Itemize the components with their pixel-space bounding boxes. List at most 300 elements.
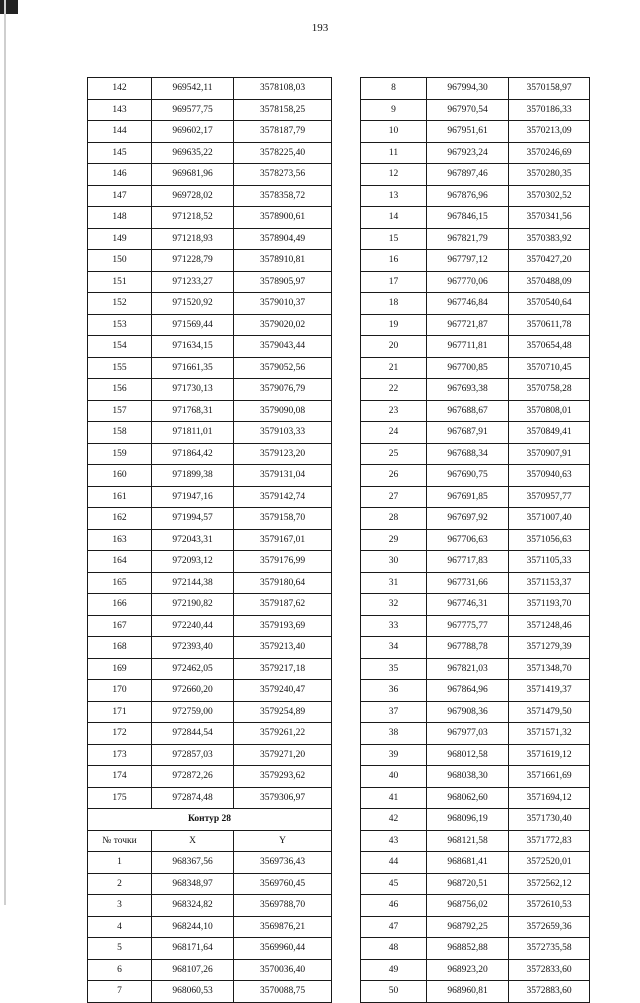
x-coordinate-cell: 968121,58	[427, 830, 509, 852]
table-row	[88, 615, 332, 637]
x-coordinate-cell: 972093,12	[152, 551, 234, 573]
y-coordinate-cell: 3572659,36	[509, 916, 590, 938]
table-row	[88, 551, 332, 573]
x-coordinate-cell: 971947,16	[152, 486, 234, 508]
point-number-cell: 174	[88, 766, 152, 788]
table-row	[361, 873, 590, 895]
point-number-cell: 11	[361, 142, 427, 164]
table-row	[361, 637, 590, 659]
table-row	[361, 529, 590, 551]
x-coordinate-cell: 967970,54	[427, 99, 509, 121]
table-row	[361, 293, 590, 315]
table-row	[361, 916, 590, 938]
y-coordinate-cell: 3570488,09	[509, 271, 590, 293]
point-number-cell: 22	[361, 379, 427, 401]
y-coordinate-cell: 3570036,40	[234, 959, 332, 981]
x-coordinate-cell: 971661,35	[152, 357, 234, 379]
table-row	[361, 422, 590, 444]
y-coordinate-cell: 3578358,72	[234, 185, 332, 207]
table-row	[88, 594, 332, 616]
x-coordinate-cell: 971218,52	[152, 207, 234, 229]
y-coordinate-cell: 3571619,12	[509, 744, 590, 766]
table-row	[361, 723, 590, 745]
table-row	[88, 142, 332, 164]
y-coordinate-cell: 3571153,37	[509, 572, 590, 594]
table-row	[361, 228, 590, 250]
x-coordinate-cell: 972759,00	[152, 701, 234, 723]
table-row	[88, 572, 332, 594]
table-row	[361, 78, 590, 100]
x-coordinate-cell: 968720,51	[427, 873, 509, 895]
y-coordinate-cell: 3579131,04	[234, 465, 332, 487]
y-coordinate-cell: 3570427,20	[509, 250, 590, 272]
table-row	[88, 121, 332, 143]
y-coordinate-cell: 3571348,70	[509, 658, 590, 680]
y-coordinate-cell: 3570158,97	[509, 78, 590, 100]
table-row	[88, 314, 332, 336]
point-number-cell: 147	[88, 185, 152, 207]
point-number-cell: 41	[361, 787, 427, 809]
table-row	[361, 572, 590, 594]
y-coordinate-cell: 3571419,37	[509, 680, 590, 702]
y-coordinate-cell: 3579261,22	[234, 723, 332, 745]
point-number-cell: 12	[361, 164, 427, 186]
x-coordinate-cell: 967687,91	[427, 422, 509, 444]
x-coordinate-cell: 967717,83	[427, 551, 509, 573]
x-coordinate-cell: 969577,75	[152, 99, 234, 121]
point-number-cell: 142	[88, 78, 152, 100]
point-number-header: № точки	[88, 830, 152, 852]
point-number-cell: 3	[88, 895, 152, 917]
table-row	[361, 142, 590, 164]
table-row	[88, 400, 332, 422]
table-row	[361, 981, 590, 1003]
y-coordinate-cell: 3579020,02	[234, 314, 332, 336]
x-coordinate-cell: 972874,48	[152, 787, 234, 809]
y-coordinate-cell: 3579176,99	[234, 551, 332, 573]
x-coordinate-cell: 967711,81	[427, 336, 509, 358]
y-coordinate-cell: 3579306,97	[234, 787, 332, 809]
y-coordinate-cell: 3579142,74	[234, 486, 332, 508]
y-coordinate-cell: 3571193,70	[509, 594, 590, 616]
x-coordinate-cell: 967721,87	[427, 314, 509, 336]
x-coordinate-cell: 971994,57	[152, 508, 234, 530]
point-number-cell: 26	[361, 465, 427, 487]
x-coordinate-cell: 972660,20	[152, 680, 234, 702]
table-row	[88, 443, 332, 465]
x-coordinate-cell: 971864,42	[152, 443, 234, 465]
point-number-cell: 48	[361, 938, 427, 960]
point-number-cell: 39	[361, 744, 427, 766]
y-coordinate-cell: 3569960,44	[234, 938, 332, 960]
point-number-cell: 156	[88, 379, 152, 401]
point-number-cell: 8	[361, 78, 427, 100]
point-number-cell: 149	[88, 228, 152, 250]
point-number-cell: 25	[361, 443, 427, 465]
point-number-cell: 148	[88, 207, 152, 229]
y-coordinate-cell: 3570940,63	[509, 465, 590, 487]
x-coordinate-cell: 967821,79	[427, 228, 509, 250]
x-coordinate-cell: 972844,54	[152, 723, 234, 745]
point-number-cell: 165	[88, 572, 152, 594]
table-row	[88, 701, 332, 723]
table-row	[88, 164, 332, 186]
point-number-cell: 169	[88, 658, 152, 680]
x-header: X	[152, 830, 234, 852]
table-row	[361, 852, 590, 874]
table-row	[88, 207, 332, 229]
table-row	[88, 228, 332, 250]
y-coordinate-cell: 3569788,70	[234, 895, 332, 917]
table-header-row	[88, 830, 332, 852]
point-number-cell: 144	[88, 121, 152, 143]
point-number-cell: 42	[361, 809, 427, 831]
table-row	[361, 486, 590, 508]
point-number-cell: 172	[88, 723, 152, 745]
x-coordinate-cell: 969602,17	[152, 121, 234, 143]
x-coordinate-cell: 968756,02	[427, 895, 509, 917]
point-number-cell: 38	[361, 723, 427, 745]
table-row	[361, 465, 590, 487]
point-number-cell: 47	[361, 916, 427, 938]
table-row	[88, 895, 332, 917]
point-number-cell: 17	[361, 271, 427, 293]
table-row	[361, 701, 590, 723]
x-coordinate-cell: 968038,30	[427, 766, 509, 788]
point-number-cell: 175	[88, 787, 152, 809]
table-row	[88, 916, 332, 938]
y-coordinate-cell: 3579010,37	[234, 293, 332, 315]
x-coordinate-cell: 971233,27	[152, 271, 234, 293]
point-number-cell: 9	[361, 99, 427, 121]
table-row	[88, 379, 332, 401]
x-coordinate-cell: 967977,03	[427, 723, 509, 745]
y-coordinate-cell: 3572735,58	[509, 938, 590, 960]
x-coordinate-cell: 972240,44	[152, 615, 234, 637]
x-coordinate-cell: 968244,10	[152, 916, 234, 938]
x-coordinate-cell: 968792,25	[427, 916, 509, 938]
table-row	[361, 658, 590, 680]
y-coordinate-cell: 3571248,46	[509, 615, 590, 637]
x-coordinate-cell: 968960,81	[427, 981, 509, 1003]
x-coordinate-cell: 968348,97	[152, 873, 234, 895]
x-coordinate-cell: 971228,79	[152, 250, 234, 272]
point-number-cell: 10	[361, 121, 427, 143]
point-number-cell: 157	[88, 400, 152, 422]
y-coordinate-cell: 3579293,62	[234, 766, 332, 788]
point-number-cell: 170	[88, 680, 152, 702]
contour-title: Контур 28	[88, 809, 332, 831]
y-coordinate-cell: 3579167,01	[234, 529, 332, 551]
point-number-cell: 13	[361, 185, 427, 207]
x-coordinate-cell: 967693,38	[427, 379, 509, 401]
point-number-cell: 6	[88, 959, 152, 981]
x-coordinate-cell: 967688,34	[427, 443, 509, 465]
point-number-cell: 152	[88, 293, 152, 315]
point-number-cell: 167	[88, 615, 152, 637]
point-number-cell: 40	[361, 766, 427, 788]
point-number-cell: 5	[88, 938, 152, 960]
x-coordinate-cell: 972872,26	[152, 766, 234, 788]
y-coordinate-cell: 3579217,18	[234, 658, 332, 680]
point-number-cell: 7	[88, 981, 152, 1003]
table-row	[88, 465, 332, 487]
y-coordinate-cell: 3571694,12	[509, 787, 590, 809]
x-coordinate-cell: 967688,67	[427, 400, 509, 422]
scan-edge-line	[4, 0, 6, 905]
y-coordinate-cell: 3571105,33	[509, 551, 590, 573]
y-coordinate-cell: 3572562,12	[509, 873, 590, 895]
y-coordinate-cell: 3569736,43	[234, 852, 332, 874]
x-coordinate-cell: 972190,82	[152, 594, 234, 616]
point-number-cell: 173	[88, 744, 152, 766]
table-row	[88, 723, 332, 745]
x-coordinate-cell: 972144,38	[152, 572, 234, 594]
table-row	[88, 99, 332, 121]
point-number-cell: 2	[88, 873, 152, 895]
y-header: Y	[234, 830, 332, 852]
x-coordinate-cell: 967994,30	[427, 78, 509, 100]
x-coordinate-cell: 967788,78	[427, 637, 509, 659]
point-number-cell: 154	[88, 336, 152, 358]
table-row	[361, 615, 590, 637]
y-coordinate-cell: 3572833,60	[509, 959, 590, 981]
table-row	[88, 852, 332, 874]
point-number-cell: 29	[361, 529, 427, 551]
point-number-cell: 4	[88, 916, 152, 938]
y-coordinate-cell: 3572883,60	[509, 981, 590, 1003]
point-number-cell: 50	[361, 981, 427, 1003]
y-coordinate-cell: 3571661,69	[509, 766, 590, 788]
x-coordinate-cell: 967731,66	[427, 572, 509, 594]
y-coordinate-cell: 3579158,70	[234, 508, 332, 530]
x-coordinate-cell: 967897,46	[427, 164, 509, 186]
y-coordinate-cell: 3579193,69	[234, 615, 332, 637]
x-coordinate-cell: 967706,63	[427, 529, 509, 551]
y-coordinate-cell: 3570280,35	[509, 164, 590, 186]
table-row	[361, 121, 590, 143]
table-row	[88, 357, 332, 379]
x-coordinate-cell: 967697,92	[427, 508, 509, 530]
point-number-cell: 23	[361, 400, 427, 422]
point-number-cell: 49	[361, 959, 427, 981]
table-row	[88, 744, 332, 766]
y-coordinate-cell: 3569760,45	[234, 873, 332, 895]
point-number-cell: 44	[361, 852, 427, 874]
y-coordinate-cell: 3571772,83	[509, 830, 590, 852]
x-coordinate-cell: 967690,75	[427, 465, 509, 487]
table-row	[361, 744, 590, 766]
y-coordinate-cell: 3578910,81	[234, 250, 332, 272]
y-coordinate-cell: 3579254,89	[234, 701, 332, 723]
point-number-cell: 20	[361, 336, 427, 358]
table-row	[361, 357, 590, 379]
y-coordinate-cell: 3570246,69	[509, 142, 590, 164]
table-row	[361, 959, 590, 981]
table-row	[361, 830, 590, 852]
table-row	[88, 938, 332, 960]
x-coordinate-cell: 967746,31	[427, 594, 509, 616]
x-coordinate-cell: 967700,85	[427, 357, 509, 379]
table-row	[88, 529, 332, 551]
table-row	[361, 400, 590, 422]
y-coordinate-cell: 3571730,40	[509, 809, 590, 831]
y-coordinate-cell: 3570088,75	[234, 981, 332, 1003]
point-number-cell: 163	[88, 529, 152, 551]
point-number-cell: 46	[361, 895, 427, 917]
x-coordinate-cell: 967821,03	[427, 658, 509, 680]
point-number-cell: 150	[88, 250, 152, 272]
point-number-cell: 33	[361, 615, 427, 637]
point-number-cell: 164	[88, 551, 152, 573]
x-coordinate-cell: 969728,02	[152, 185, 234, 207]
y-coordinate-cell: 3579180,64	[234, 572, 332, 594]
point-number-cell: 14	[361, 207, 427, 229]
point-number-cell: 24	[361, 422, 427, 444]
point-number-cell: 160	[88, 465, 152, 487]
point-number-cell: 16	[361, 250, 427, 272]
point-number-cell: 145	[88, 142, 152, 164]
table-row	[361, 336, 590, 358]
x-coordinate-cell: 971569,44	[152, 314, 234, 336]
y-coordinate-cell: 3570213,09	[509, 121, 590, 143]
x-coordinate-cell: 972393,40	[152, 637, 234, 659]
coordinates-table-right	[360, 77, 590, 1003]
table-row	[88, 787, 332, 809]
table-row	[361, 787, 590, 809]
x-coordinate-cell: 971520,92	[152, 293, 234, 315]
point-number-cell: 146	[88, 164, 152, 186]
y-coordinate-cell: 3579271,20	[234, 744, 332, 766]
y-coordinate-cell: 3571571,32	[509, 723, 590, 745]
table-row	[361, 680, 590, 702]
x-coordinate-cell: 968852,88	[427, 938, 509, 960]
point-number-cell: 45	[361, 873, 427, 895]
y-coordinate-cell: 3569876,21	[234, 916, 332, 938]
x-coordinate-cell: 968923,20	[427, 959, 509, 981]
table-row	[361, 443, 590, 465]
point-number-cell: 37	[361, 701, 427, 723]
x-coordinate-cell: 967846,15	[427, 207, 509, 229]
y-coordinate-cell: 3572520,01	[509, 852, 590, 874]
y-coordinate-cell: 3570540,64	[509, 293, 590, 315]
point-number-cell: 162	[88, 508, 152, 530]
point-number-cell: 161	[88, 486, 152, 508]
x-coordinate-cell: 968060,53	[152, 981, 234, 1003]
y-coordinate-cell: 3571479,50	[509, 701, 590, 723]
x-coordinate-cell: 972462,05	[152, 658, 234, 680]
point-number-cell: 143	[88, 99, 152, 121]
y-coordinate-cell: 3579187,62	[234, 594, 332, 616]
coordinates-table-left	[87, 77, 332, 1003]
page-number: 193	[311, 22, 329, 34]
y-coordinate-cell: 3579090,08	[234, 400, 332, 422]
y-coordinate-cell: 3579052,56	[234, 357, 332, 379]
x-coordinate-cell: 967691,85	[427, 486, 509, 508]
x-coordinate-cell: 968012,58	[427, 744, 509, 766]
point-number-cell: 158	[88, 422, 152, 444]
table-row	[361, 185, 590, 207]
x-coordinate-cell: 972043,31	[152, 529, 234, 551]
x-coordinate-cell: 967923,24	[427, 142, 509, 164]
y-coordinate-cell: 3579103,33	[234, 422, 332, 444]
table-row	[88, 271, 332, 293]
table-row	[361, 379, 590, 401]
point-number-cell: 30	[361, 551, 427, 573]
x-coordinate-cell: 968096,19	[427, 809, 509, 831]
x-coordinate-cell: 969681,96	[152, 164, 234, 186]
y-coordinate-cell: 3578273,56	[234, 164, 332, 186]
x-coordinate-cell: 968367,56	[152, 852, 234, 874]
x-coordinate-cell: 968681,41	[427, 852, 509, 874]
table-row	[361, 551, 590, 573]
x-coordinate-cell: 971899,38	[152, 465, 234, 487]
y-coordinate-cell: 3570907,91	[509, 443, 590, 465]
point-number-cell: 171	[88, 701, 152, 723]
table-row	[88, 185, 332, 207]
y-coordinate-cell: 3570654,48	[509, 336, 590, 358]
y-coordinate-cell: 3570341,56	[509, 207, 590, 229]
scan-mark	[0, 0, 18, 14]
x-coordinate-cell: 967746,84	[427, 293, 509, 315]
table-row	[88, 250, 332, 272]
point-number-cell: 18	[361, 293, 427, 315]
x-coordinate-cell: 968324,82	[152, 895, 234, 917]
point-number-cell: 27	[361, 486, 427, 508]
table-row	[361, 895, 590, 917]
x-coordinate-cell: 967797,12	[427, 250, 509, 272]
y-coordinate-cell: 3570710,45	[509, 357, 590, 379]
y-coordinate-cell: 3570849,41	[509, 422, 590, 444]
y-coordinate-cell: 3578225,40	[234, 142, 332, 164]
x-coordinate-cell: 967770,06	[427, 271, 509, 293]
y-coordinate-cell: 3571279,39	[509, 637, 590, 659]
x-coordinate-cell: 968107,26	[152, 959, 234, 981]
y-coordinate-cell: 3570383,92	[509, 228, 590, 250]
table-row	[88, 981, 332, 1003]
table-row	[88, 78, 332, 100]
point-number-cell: 15	[361, 228, 427, 250]
x-coordinate-cell: 967775,77	[427, 615, 509, 637]
table-row	[361, 508, 590, 530]
point-number-cell: 166	[88, 594, 152, 616]
y-coordinate-cell: 3570302,52	[509, 185, 590, 207]
y-coordinate-cell: 3578900,61	[234, 207, 332, 229]
x-coordinate-cell: 967864,96	[427, 680, 509, 702]
point-number-cell: 168	[88, 637, 152, 659]
table-row	[88, 637, 332, 659]
y-coordinate-cell: 3570186,33	[509, 99, 590, 121]
x-coordinate-cell: 967951,61	[427, 121, 509, 143]
y-coordinate-cell: 3578904,49	[234, 228, 332, 250]
point-number-cell: 32	[361, 594, 427, 616]
table-row	[361, 99, 590, 121]
table-row	[88, 508, 332, 530]
x-coordinate-cell: 972857,03	[152, 744, 234, 766]
x-coordinate-cell: 969542,11	[152, 78, 234, 100]
y-coordinate-cell: 3579213,40	[234, 637, 332, 659]
y-coordinate-cell: 3579123,20	[234, 443, 332, 465]
x-coordinate-cell: 969635,22	[152, 142, 234, 164]
y-coordinate-cell: 3570611,78	[509, 314, 590, 336]
y-coordinate-cell: 3579076,79	[234, 379, 332, 401]
point-number-cell: 35	[361, 658, 427, 680]
x-coordinate-cell: 967876,96	[427, 185, 509, 207]
x-coordinate-cell: 968062,60	[427, 787, 509, 809]
y-coordinate-cell: 3570957,77	[509, 486, 590, 508]
x-coordinate-cell: 971730,13	[152, 379, 234, 401]
y-coordinate-cell: 3578158,25	[234, 99, 332, 121]
